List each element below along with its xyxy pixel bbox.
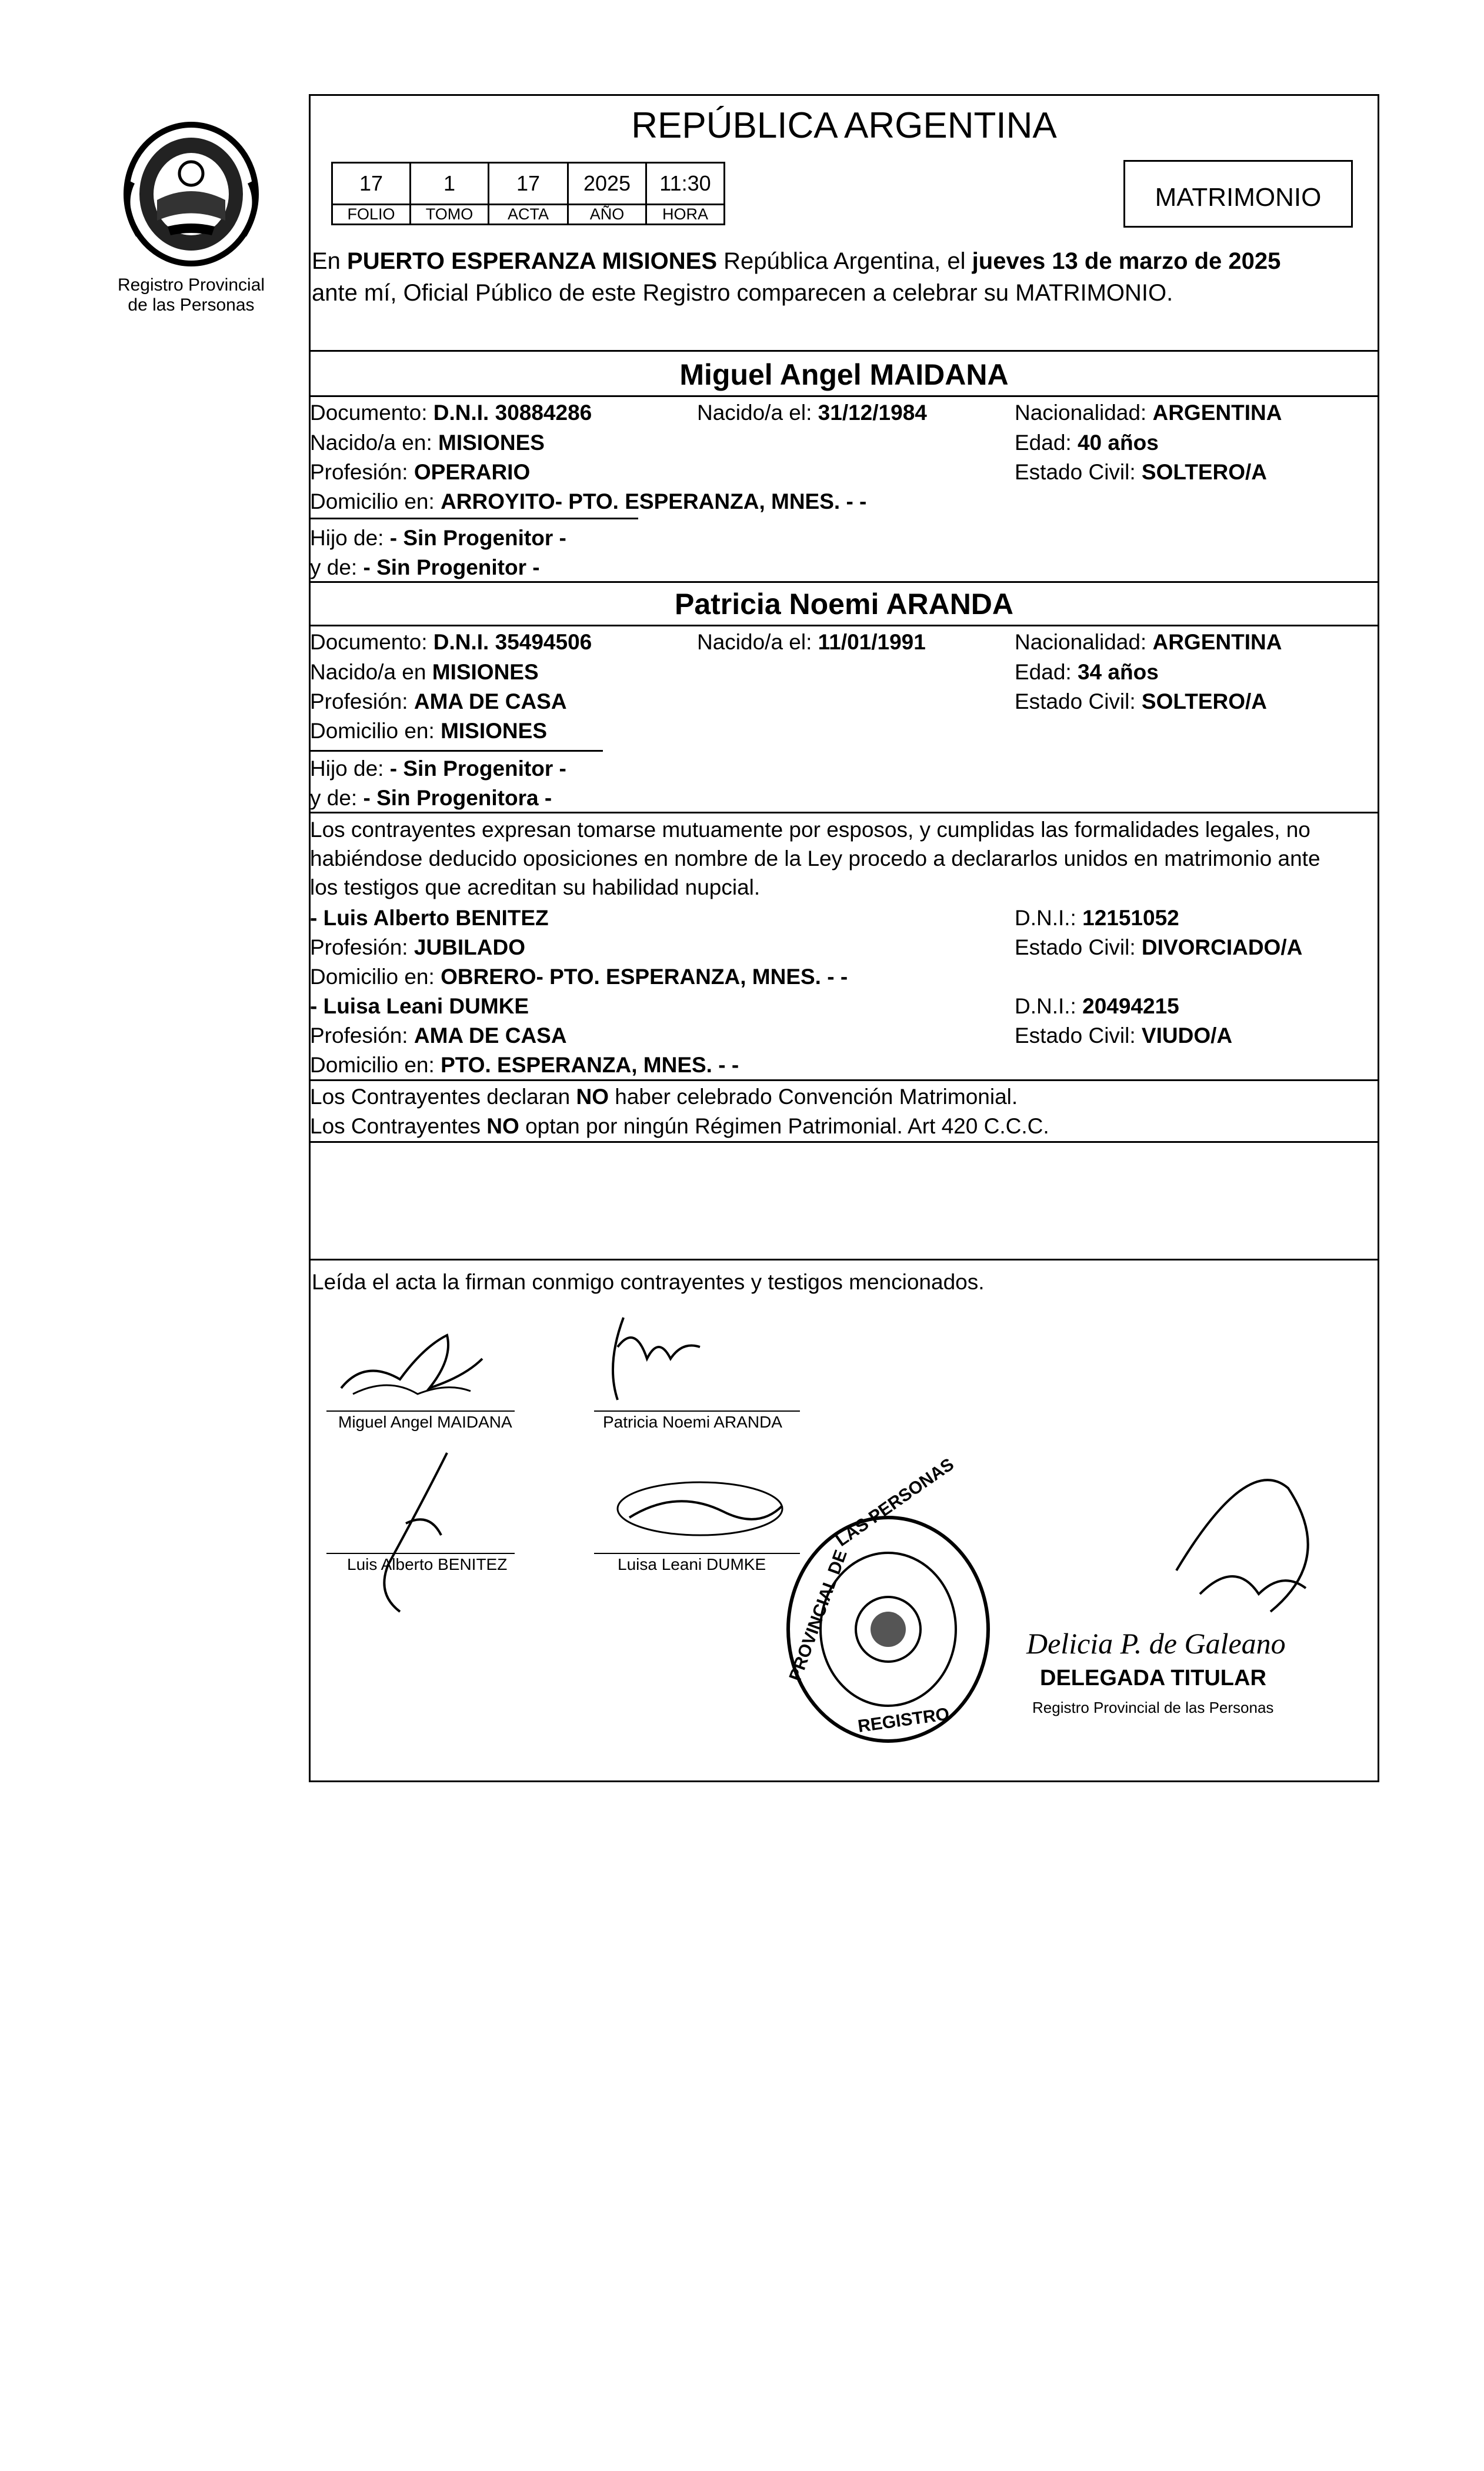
hour-value: 11:30: [646, 163, 725, 205]
regime-line1: Los Contrayentes declaran NO haber celebrado Convención Matrimonial.: [310, 1085, 1018, 1109]
witness1-address: Domicilio en: OBRERO- PTO. ESPERANZA, MNES. - -: [310, 965, 848, 989]
divider: [309, 1079, 1379, 1081]
official-name: Delicia P. de Galeano: [1026, 1627, 1286, 1660]
country-title: REPÚBLICA ARGENTINA: [631, 105, 1057, 146]
declaration-line1: Los contrayentes expresan tomarse mutuamente por esposos, y cumplidas las formalidades legales, no: [310, 818, 1310, 842]
witness1-profession: Profesión: JUBILADO: [310, 935, 525, 959]
signature-label-1: Miguel Angel MAIDANA: [338, 1413, 512, 1431]
tomo-label: TOMO: [411, 205, 489, 225]
official-title: DELEGADA TITULAR: [1040, 1666, 1266, 1690]
divider: [309, 395, 1379, 397]
registry-label-line1: Registro Provincial: [117, 275, 265, 295]
witness1-name: - Luis Alberto BENITEZ: [310, 906, 549, 930]
signature-line: [594, 1553, 800, 1554]
spouse2-profession: Profesión: AMA DE CASA: [310, 689, 567, 713]
divider: [309, 812, 1379, 813]
spouse1-profession: Profesión: OPERARIO: [310, 460, 531, 484]
spouse1-parent2: y de: - Sin Progenitor -: [310, 555, 540, 579]
signature-label-4: Luisa Leani DUMKE: [618, 1555, 766, 1573]
spouse1-birth-date: Nacido/a el: 31/12/1984: [697, 401, 927, 425]
spouse1-age: Edad: 40 años: [1015, 431, 1159, 455]
intro-place: PUERTO ESPERANZA MISIONES: [347, 248, 718, 274]
tomo-value: 1: [411, 163, 489, 205]
folio-value: 17: [332, 163, 411, 205]
spouse2-parent2: y de: - Sin Progenitora -: [310, 786, 552, 810]
spouse2-nationality: Nacionalidad: ARGENTINA: [1015, 630, 1282, 654]
act-reference-table: [331, 162, 725, 225]
closing-statement: Leída el acta la firman conmigo contrayentes y testigos mencionados.: [312, 1270, 985, 1294]
spouse2-address: Domicilio en: MISIONES: [310, 719, 547, 743]
official-signature-scribble: [1153, 1441, 1341, 1647]
spouse1-civil-status: Estado Civil: SOLTERO/A: [1015, 460, 1268, 484]
registry-label: [88, 275, 294, 315]
official-organization: Registro Provincial de las Personas: [1032, 1699, 1274, 1716]
spouse1-address: Domicilio en: ARROYITO- PTO. ESPERANZA, MNES. - -: [310, 489, 867, 513]
signature-line: [326, 1410, 515, 1412]
spouse2-civil-status: Estado Civil: SOLTERO/A: [1015, 689, 1268, 713]
regime-line2: Los Contrayentes NO optan por ningún Régimen Patrimonial. Art 420 C.C.C.: [310, 1114, 1049, 1138]
signature-line: [326, 1553, 515, 1554]
divider: [309, 581, 1379, 583]
acta-value: 17: [489, 163, 568, 205]
spouse1-nationality: Nacionalidad: ARGENTINA: [1015, 401, 1282, 425]
svg-text:LAS PERSONAS: LAS PERSONAS: [832, 1454, 958, 1550]
intro-date: jueves 13 de marzo de 2025: [972, 248, 1281, 274]
spouse2-document: Documento: D.N.I. 35494506: [310, 630, 592, 654]
spouse1-birth-place: Nacido/a en: MISIONES: [310, 431, 545, 455]
signature-scribble-2: [582, 1312, 735, 1412]
spouse1-document: Documento: D.N.I. 30884286: [310, 401, 592, 425]
signature-line: [594, 1410, 800, 1412]
svg-text:PROVINCIAL DE: PROVINCIAL DE: [785, 1547, 851, 1684]
signature-scribble-3: [353, 1447, 482, 1618]
divider: [309, 750, 603, 752]
witness2-civil-status: Estado Civil: VIUDO/A: [1015, 1023, 1233, 1048]
divider: [309, 1259, 1379, 1260]
signature-scribble-4: [606, 1470, 800, 1553]
act-type-label: MATRIMONIO: [1155, 183, 1322, 212]
spouse1-parent1: Hijo de: - Sin Progenitor -: [310, 526, 566, 550]
witness1-civil-status: Estado Civil: DIVORCIADO/A: [1015, 935, 1303, 959]
signature-scribble-1: [329, 1323, 506, 1418]
declaration-line2: habiéndose deducido oposiciones en nombre de la Ley procedo a declararlos unidos en matrimonio ante: [310, 846, 1320, 871]
divider: [309, 518, 638, 519]
spouse2-age: Edad: 34 años: [1015, 660, 1159, 684]
spouse1-name: Miguel Angel MAIDANA: [679, 358, 1009, 391]
divider: [309, 350, 1379, 352]
act-type-box: [1123, 160, 1353, 228]
spouse2-name: Patricia Noemi ARANDA: [674, 588, 1014, 621]
registry-label-line2: de las Personas: [128, 295, 255, 315]
witness2-profession: Profesión: AMA DE CASA: [310, 1023, 567, 1048]
svg-text:REGISTRO: REGISTRO: [856, 1704, 951, 1736]
spouse2-birth-place: Nacido/a en MISIONES: [310, 660, 539, 684]
intro-line2: ante mí, Oficial Público de este Registro comparecen a celebrar su MATRIMONIO.: [312, 280, 1173, 306]
year-label: AÑO: [568, 205, 646, 225]
witness1-dni: D.N.I.: 12151052: [1015, 906, 1179, 930]
provincial-coat-of-arms-icon: [115, 118, 268, 271]
acta-label: ACTA: [489, 205, 568, 225]
signature-label-3: Luis Alberto BENITEZ: [347, 1555, 508, 1573]
hour-label: HORA: [646, 205, 725, 225]
year-value: 2025: [568, 163, 646, 205]
witness2-dni: D.N.I.: 20494215: [1015, 994, 1179, 1018]
signature-label-2: Patricia Noemi ARANDA: [603, 1413, 782, 1431]
folio-label: FOLIO: [332, 205, 411, 225]
intro-line1: En PUERTO ESPERANZA MISIONES República Argentina, el jueves 13 de marzo de 2025: [312, 248, 1281, 274]
divider: [309, 1141, 1379, 1143]
declaration-line3: los testigos que acreditan su habilidad nupcial.: [310, 875, 761, 899]
official-seal-icon: [776, 1454, 1000, 1753]
divider: [309, 625, 1379, 626]
witness2-address: Domicilio en: PTO. ESPERANZA, MNES. - -: [310, 1053, 739, 1077]
witness2-name: - Luisa Leani DUMKE: [310, 994, 529, 1018]
spouse2-parent1: Hijo de: - Sin Progenitor -: [310, 756, 566, 781]
spouse2-birth-date: Nacido/a el: 11/01/1991: [697, 630, 926, 654]
